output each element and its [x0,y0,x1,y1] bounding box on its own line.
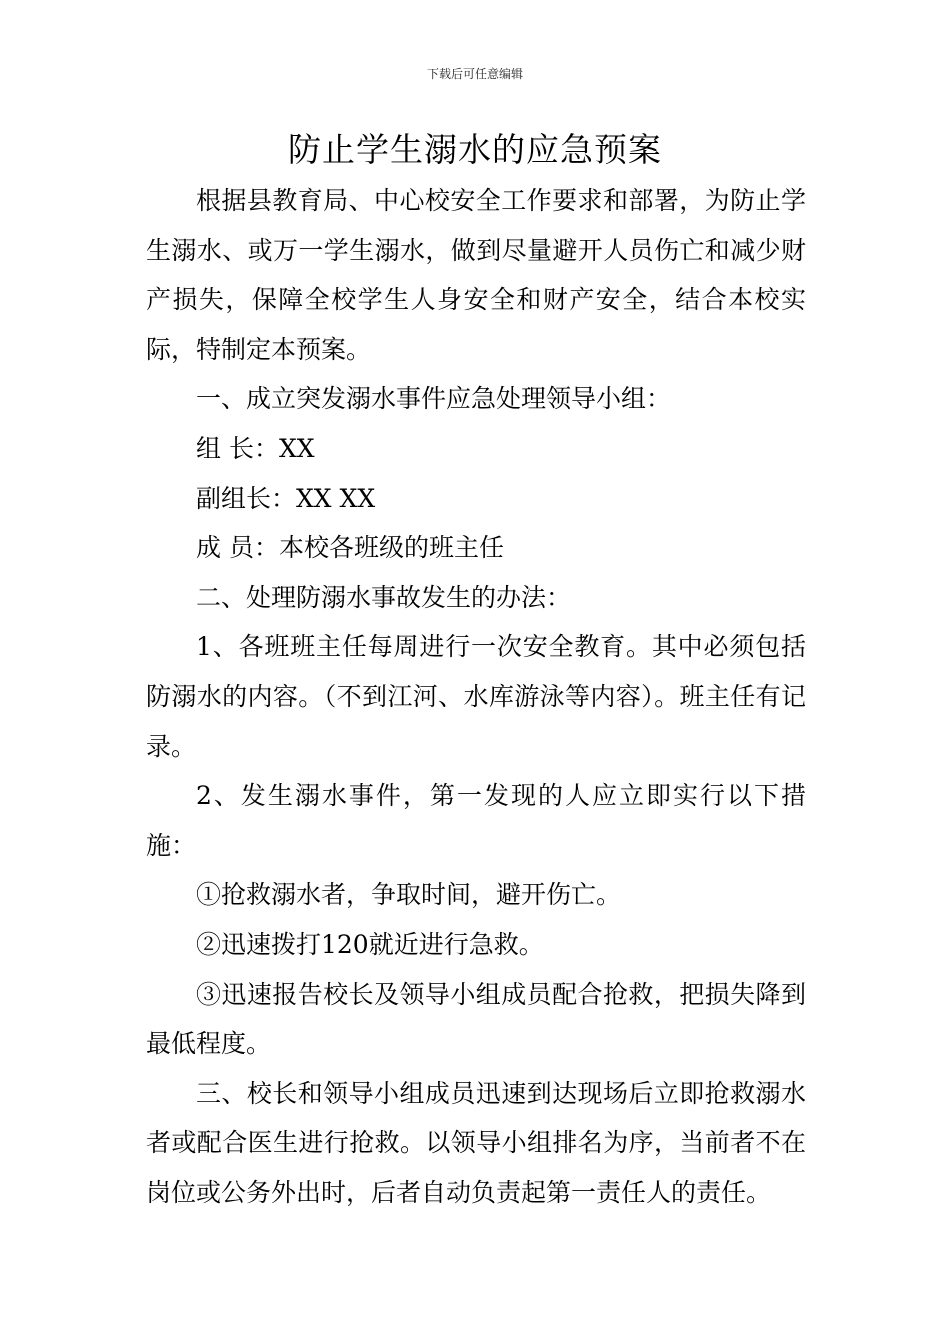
paragraph-section-1-heading: 一、成立突发溺水事件应急处理领导小组： [196,384,672,414]
paragraph-deputy-leader: 副组长：XX XX [196,483,376,513]
document-title: 防止学生溺水的应急预案 [288,130,662,169]
paragraph-section-3: 三、校长和领导小组成员迅速到达现场后立即抢救溺水者或配合医生进行抢救。以领导小组排名为序，当前者不在岗位或公务外出时，后者自动负责起第一责任人的责任。 [146,1078,806,1207]
paragraph-item-1: 1、各班班主任每周进行一次安全教育。其中必须包括防溺水的内容。（不到江河、水库游泳等内容）。班主任有记录。 [146,632,806,761]
paragraph-members: 成 员：本校各班级的班主任 [196,533,504,563]
paragraph-leader: 组 长：XX [196,433,315,463]
document-body [146,176,806,1217]
paragraph-item-2: 2、发生溺水事件，第一发现的人应立即实行以下措施： [146,781,806,860]
paragraph-measure-3: ③迅速报告校长及领导小组成员配合抢救，把损失降到最低程度。 [146,979,806,1059]
header-note: 下载后可任意编辑 [426,67,523,81]
paragraph-section-2-heading: 二、处理防溺水事故发生的办法： [196,582,572,612]
paragraph-intro: 根据县教育局、中心校安全工作要求和部署，为防止学生溺水、或万一学生溺水，做到尽量避开人员伤亡和减少财产损失，保障全校学生人身安全和财产安全，结合本校实际，特制定本预案。 [146,186,806,364]
paragraph-measure-1: ①抢救溺水者，争取时间，避开伤亡。 [196,880,622,910]
paragraph-measure-2: ②迅速拨打120就近进行急救。 [196,929,544,959]
